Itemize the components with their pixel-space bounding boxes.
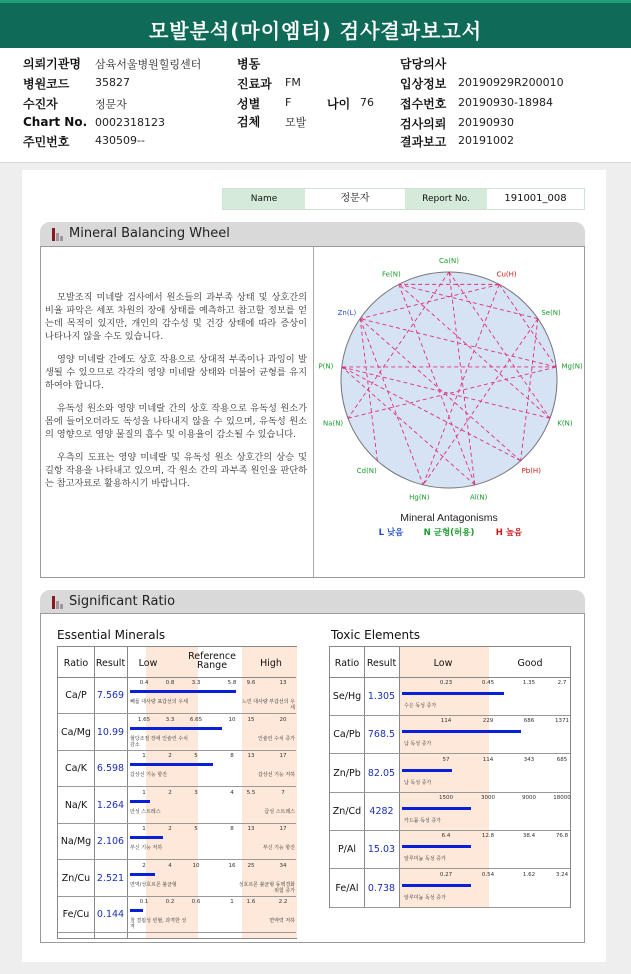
tick-label: 3	[194, 789, 198, 796]
tick-label: 0.27	[439, 871, 453, 878]
tick-label: 0.45	[481, 680, 495, 686]
info-value: 20190930	[458, 116, 514, 129]
result-bar	[402, 730, 521, 733]
ratio-name: Fe/Al	[335, 882, 359, 894]
tick-label: 0.6	[191, 899, 201, 905]
info-value: 20190930-18984	[458, 96, 553, 109]
table-row	[58, 861, 296, 897]
ratio-section-title: Significant Ratio	[69, 594, 176, 609]
tick-label: 10	[228, 716, 236, 723]
table-row	[330, 716, 570, 754]
ratio-result: 2.106	[96, 836, 125, 847]
tick-label: 9.6	[246, 680, 256, 686]
tick-label: 57	[442, 756, 450, 763]
tick-label: 0.1	[139, 899, 149, 905]
ratio-section-header	[40, 590, 585, 614]
info-value: 모발	[285, 116, 307, 129]
tick-label: 2	[168, 826, 172, 832]
tick-label: 5.5	[246, 789, 256, 796]
tick-label: 2	[142, 862, 146, 869]
tick-label: 3000	[481, 794, 495, 801]
low-note: 빼듦 대사량 표갑선의 우세	[130, 699, 188, 705]
result-bar	[402, 845, 471, 848]
ratio-name: Ca/K	[65, 763, 87, 774]
element-label: Pb(H)	[521, 466, 541, 475]
result-bar	[402, 692, 504, 695]
result-bar	[130, 873, 155, 876]
info-label: 병동	[237, 57, 261, 71]
tick-label: 13	[247, 753, 255, 759]
name-bar	[222, 188, 585, 210]
result-bar	[130, 690, 236, 693]
high-note: 성호르몬 불균형 동맥경화 위험 증가	[238, 881, 295, 894]
element-label: P(N)	[318, 362, 334, 371]
table-row	[58, 788, 296, 824]
tick-label: 16	[228, 862, 236, 869]
tick-label: 114	[440, 718, 452, 725]
header-good: Good	[517, 658, 543, 669]
tick-label: 34	[279, 862, 287, 869]
tick-label: 229	[482, 718, 494, 725]
element-label: Cu(H)	[496, 270, 517, 279]
essential-header	[58, 647, 296, 678]
low-note: 납 독성 증가	[404, 741, 432, 748]
table-row	[58, 715, 296, 751]
ratio-name: Zn/Pb	[333, 767, 361, 779]
table-row	[330, 831, 570, 869]
table-row	[58, 678, 296, 714]
info-label: 담당의사	[400, 57, 447, 71]
tick-label: 5	[194, 826, 198, 832]
tick-label: 4	[168, 862, 172, 869]
tick-label: 3.3	[165, 716, 175, 723]
element-label: Zn(L)	[337, 308, 357, 317]
high-note: 인슐린 수치 증가	[258, 735, 295, 742]
result-bar	[130, 800, 150, 803]
info-value: FM	[285, 76, 301, 89]
report-header	[0, 0, 631, 48]
tick-label: 1	[142, 789, 146, 796]
ratio-result: 4282	[369, 805, 394, 817]
high-note: 부신 기능 항진	[262, 845, 295, 851]
paragraph: 영양 미네랄 간에도 상호 작용으로 상대적 부족이나 과잉이 발생될 수 있으므로 각각의 영양 미네랄 상태와 더불어 균형를 유지하여야 합니다.	[45, 354, 307, 391]
tick-label: 20	[279, 716, 287, 723]
tick-label: 13	[279, 680, 287, 686]
tick-label: 1	[142, 826, 146, 832]
tick-label: 0.2	[165, 899, 175, 905]
tick-label: 15	[247, 716, 255, 723]
ratio-name: Se/Hg	[332, 691, 362, 702]
info-label: 진료과	[237, 77, 272, 91]
ratio-name: Fe/Cu	[62, 909, 90, 920]
result-bar	[130, 909, 143, 912]
ratio-name: P/Al	[337, 844, 357, 856]
legend-high: H 높음	[495, 528, 523, 538]
tick-label: 76.8	[555, 833, 569, 840]
wheel-title: Mineral Antagonisms	[400, 512, 498, 524]
result-bar	[402, 807, 471, 810]
element-label: Na(N)	[322, 419, 344, 428]
report-value: 191001_008	[504, 193, 567, 204]
tick-label: 5	[194, 753, 198, 759]
high-note: 느린 대사량 부갑선의 우세	[241, 699, 295, 711]
ratio-name: Ca/P	[65, 690, 87, 701]
info-value: 0002318123	[95, 116, 165, 129]
tick-label: 1	[230, 899, 234, 905]
paragraph: 유독성 원소와 영양 미네랄 간의 상호 작용으로 유독성 원소가 몸에 들어오더라도 독성을 나타내지 않을 수 있으며, 유독성 원소의 영향으로 영양 물질의 흡수 및 이용율이 감소될 수 있습니다.	[45, 403, 307, 440]
info-value: 35827	[95, 76, 130, 89]
low-note: 갑상선 기능 항진	[130, 772, 167, 778]
paragraph: 모발조직 미네랄 검사에서 원소들의 과부족 상태 및 상호간의 비율 파악은 세포 차원의 장애 상태를 예측하고 참고할 정보를 얻는데 목적이 있지만, 개인의 감수성 및 건강 상태에 따라 증상이 나타나지 않을 수도 있습니다.	[45, 292, 307, 342]
tick-label: 1.62	[522, 871, 536, 878]
info-label: 나이	[327, 97, 351, 111]
tick-label: 2.7	[557, 680, 567, 686]
low-note: 만성 스트레스	[130, 808, 161, 815]
tick-label: 2	[168, 753, 172, 759]
info-label: 성별	[237, 97, 261, 111]
tick-label: 7	[281, 789, 285, 796]
info-value: F	[285, 96, 292, 109]
ratio-result: 1.264	[96, 799, 125, 811]
table-row	[58, 824, 296, 860]
result-bar	[402, 769, 452, 772]
ratio-result: 82.05	[367, 767, 396, 779]
table-row	[330, 793, 570, 831]
header-low: Low	[138, 658, 158, 669]
bar-chart-icon	[52, 596, 64, 609]
ratio-name: Ca/Pb	[333, 729, 361, 741]
low-note: 알루미늄 독성 증가	[404, 856, 446, 863]
wheel-circle	[341, 272, 557, 488]
ratio-name: Na/Mg	[60, 836, 92, 847]
ratio-result: 7.569	[96, 690, 125, 701]
tick-label: 38.4	[522, 833, 536, 840]
tick-label: 2.2	[278, 899, 288, 905]
report-title: 모발분석(마이엠티) 검사결과보고서	[148, 19, 483, 43]
ratio-result: 2.521	[96, 872, 125, 884]
ratio-result: 768.5	[367, 729, 396, 741]
header-reference: Reference Range	[188, 651, 236, 671]
low-note: 혈당조절 장애 인슐린 수치 감소	[130, 735, 188, 748]
low-note: 수은 독성 증가	[404, 703, 437, 709]
element-label: Se(N)	[541, 308, 561, 317]
high-note: 면역력 저하	[269, 918, 295, 924]
info-label: 병원코드	[23, 77, 70, 91]
low-note: 납 독성 증가	[404, 779, 432, 786]
tick-label: 114	[482, 756, 494, 763]
tick-label: 4	[230, 789, 234, 796]
tick-label: 3.3	[191, 680, 201, 686]
info-label: 검체	[237, 115, 261, 129]
ratio-panel	[40, 613, 585, 943]
wheel-description	[45, 291, 307, 500]
header-high: High	[260, 658, 282, 669]
result-bar	[402, 884, 471, 887]
info-label: 입상정보	[400, 77, 447, 91]
low-note: 면역/성호르몬 불균형	[130, 881, 177, 888]
header-ratio: Ratio	[334, 658, 360, 669]
ratio-result: 6.598	[96, 763, 125, 774]
tick-label: 12.8	[481, 833, 495, 840]
paragraph: 우측의 도표는 영양 미네랄 및 유독성 원소 상호간의 상승 및 길항 작용을 나타내고 있으며, 각 원소 간의 과부족 원인을 판단하는 참고자료로 활용하시기 바랍니다.	[45, 452, 307, 489]
element-label: Hg(N)	[409, 493, 430, 502]
wheel-section-header	[40, 222, 585, 246]
result-bar	[130, 836, 163, 839]
tick-label: 5.8	[227, 680, 237, 686]
table-row	[58, 897, 296, 933]
table-row	[58, 751, 296, 787]
info-value: 20191002	[458, 134, 514, 147]
tick-label: 8	[230, 753, 234, 759]
tick-label: 0.23	[439, 680, 453, 686]
tick-label: 1.65	[137, 716, 151, 723]
info-value: 정문자	[95, 98, 127, 111]
result-bar	[130, 763, 213, 766]
low-note: 알루미늄 독성 증가	[404, 894, 446, 901]
low-note: 부신 기능 저하	[130, 845, 163, 851]
toxic-title: Toxic Elements	[331, 628, 421, 642]
essential-title: Essential Minerals	[57, 628, 166, 642]
tick-label: 1	[142, 753, 146, 759]
tick-label: 13	[247, 826, 255, 832]
report-label: Report No.	[405, 189, 487, 209]
table-row	[330, 870, 570, 908]
tick-label: 10	[192, 862, 200, 869]
patient-info	[0, 48, 631, 160]
high-note: 급성 스트레스	[264, 808, 295, 815]
element-label: K(N)	[557, 419, 573, 428]
ratio-result: 0.144	[96, 909, 125, 920]
info-label: 의뢰기관명	[23, 57, 81, 71]
tick-label: 686	[523, 718, 535, 725]
ratio-result: 15.03	[367, 844, 396, 856]
table-row	[330, 755, 570, 793]
ratio-name: Zn/Cd	[332, 805, 362, 817]
info-value: 삼육서울병원힐링센터	[95, 58, 202, 71]
tick-label: 2	[168, 789, 172, 796]
info-label: 주민번호	[23, 135, 70, 149]
wheel-panel	[40, 246, 585, 578]
legend-normal: N 균형(허용)	[423, 528, 475, 538]
info-label: 접수번호	[400, 97, 447, 111]
low-note: 카드뮴 독성 증가	[404, 817, 441, 824]
mineral-wheel	[313, 247, 585, 577]
header-ratio: Ratio	[63, 658, 89, 669]
wheel-section-title: Mineral Balancing Wheel	[69, 226, 230, 241]
tick-label: 18000	[553, 794, 571, 801]
ratio-result: 0.738	[367, 882, 396, 894]
tick-label: 17	[279, 826, 287, 832]
tick-label: 0.8	[165, 680, 175, 686]
element-label: Fe(N)	[382, 270, 401, 279]
name-value: 정문자	[340, 193, 370, 204]
tick-label: 0.54	[481, 871, 495, 878]
info-label: 검사의뢰	[400, 117, 447, 131]
element-label: Cd(N)	[356, 466, 377, 475]
name-label: Name	[223, 189, 305, 209]
legend-low: L 낮음	[378, 528, 404, 538]
tick-label: 1371	[555, 718, 569, 725]
tick-label: 1.6	[246, 899, 256, 905]
table-row	[330, 678, 570, 716]
info-value: 20190929R200010	[458, 76, 564, 89]
tick-label: 1500	[439, 794, 453, 801]
info-value: 76	[360, 96, 374, 109]
ratio-result: 10.99	[96, 726, 125, 738]
essential-table	[57, 646, 297, 939]
ratio-result: 1.305	[367, 691, 396, 702]
tick-label: 1.35	[522, 680, 536, 686]
result-bar	[130, 727, 222, 730]
tick-label: 6.65	[189, 716, 203, 723]
tick-label: 9000	[522, 794, 536, 801]
ratio-name: Na/K	[64, 799, 88, 811]
tick-label: 3.24	[555, 871, 569, 878]
info-value: 430509--	[95, 134, 145, 147]
high-note: 갑상선 기능 저하	[258, 772, 295, 778]
info-label: 수진자	[23, 97, 58, 111]
toxic-header	[330, 647, 570, 678]
info-label: 결과보고	[400, 135, 447, 149]
toxic-table	[329, 646, 571, 908]
element-label: Al(N)	[469, 493, 488, 502]
tick-label: 685	[556, 756, 568, 763]
header-result: Result	[95, 658, 126, 669]
header-low: Low	[433, 658, 453, 669]
tick-label: 25	[247, 862, 255, 869]
tick-label: 6.4	[441, 833, 451, 840]
header-result: Result	[366, 658, 397, 669]
ratio-name: Zn/Cu	[61, 872, 91, 884]
bar-chart-icon	[52, 228, 64, 241]
tick-label: 0.4	[139, 680, 149, 686]
element-label: Mg(N)	[561, 362, 583, 371]
tick-label: 17	[279, 753, 287, 759]
info-label: Chart No.	[23, 115, 88, 129]
low-note: 철 결핍성 빈혈, 과격한 성격	[130, 918, 187, 930]
element-label: Ca(N)	[439, 257, 459, 265]
tick-label: 8	[230, 826, 234, 832]
tick-label: 343	[523, 756, 535, 763]
ratio-name: Ca/Mg	[61, 726, 91, 738]
